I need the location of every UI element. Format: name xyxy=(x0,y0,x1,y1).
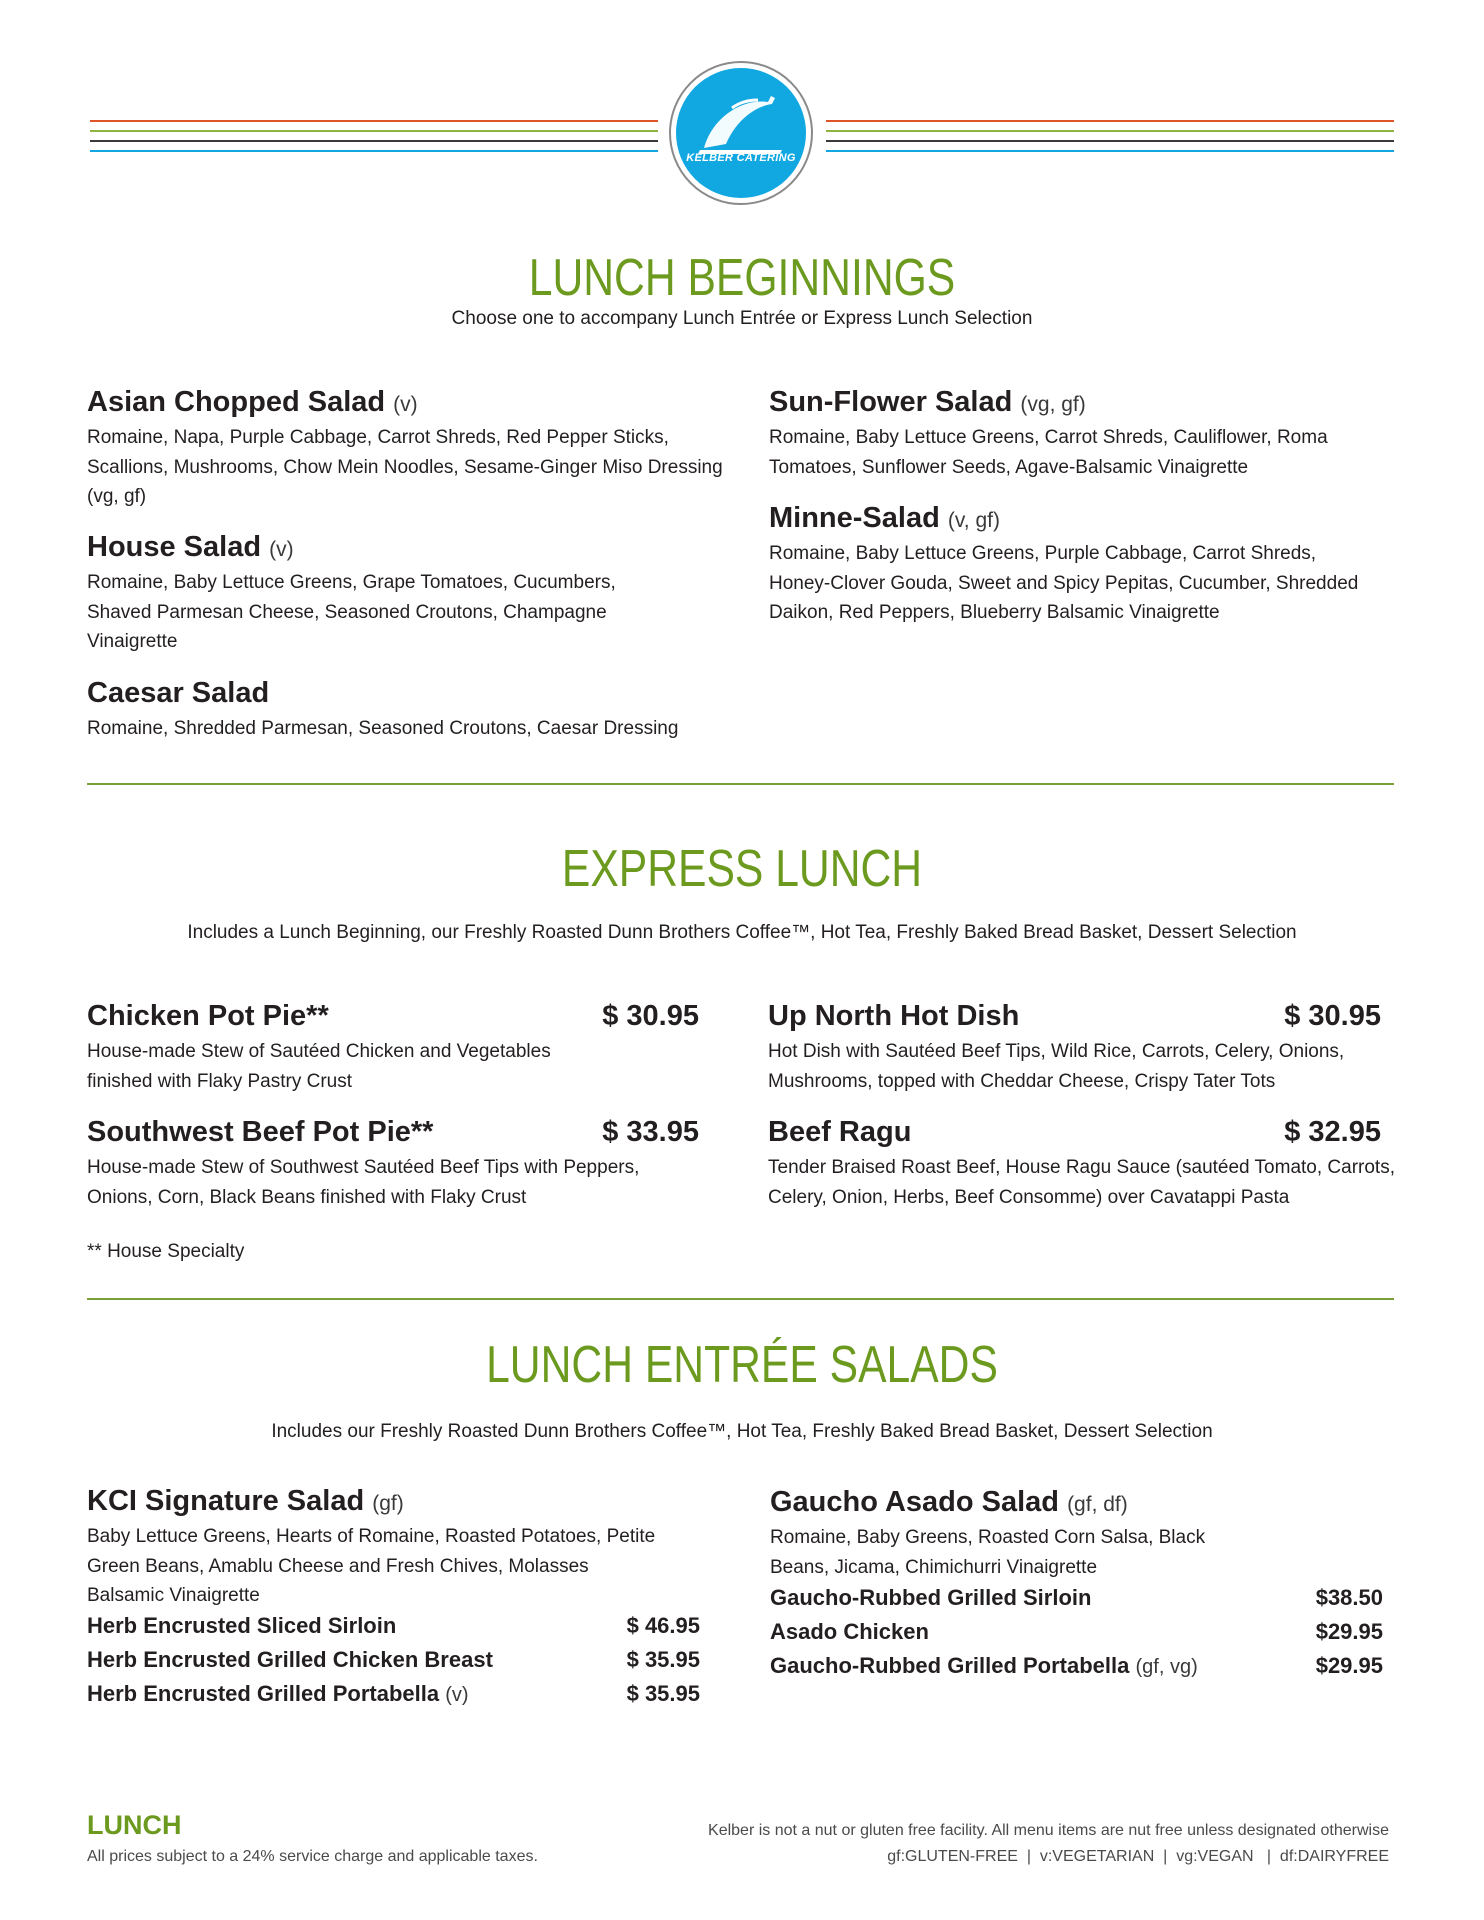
item-name xyxy=(769,386,1086,419)
item-description: Romaine, Shredded Parmesan, Seasoned Croutons, Caesar Dressing xyxy=(87,718,679,739)
facility-note: Kelber is not a nut or gluten free facility. All menu items are nut free unless designated otherwise xyxy=(708,1822,1389,1839)
protein-option xyxy=(770,1653,1198,1679)
header-stripe-left-green xyxy=(90,130,658,132)
item-name: Southwest Beef Pot Pie** xyxy=(87,1116,434,1148)
option-name-text: Gaucho-Rubbed Grilled Portabella xyxy=(770,1653,1130,1678)
item-description: House-made Stew of Southwest Sautéed Beef Tips with Peppers, Onions, Corn, Black Beans finished with Flaky Crust xyxy=(87,1157,640,1208)
item-name xyxy=(87,1485,404,1518)
diet-tag: (v) xyxy=(269,538,294,561)
option-price: $ 46.95 xyxy=(626,1613,700,1638)
item-name xyxy=(770,1486,1128,1519)
protein-option xyxy=(87,1681,469,1707)
option-price: $ 35.95 xyxy=(626,1647,700,1672)
kelber-logo xyxy=(669,61,813,205)
header-stripe-right-orange xyxy=(826,120,1394,122)
beginnings-title: LUNCH BEGINNINGS xyxy=(528,249,956,307)
diet-tag: (vg, gf) xyxy=(1020,393,1086,416)
header-stripe-right-green xyxy=(826,130,1394,132)
item-price: $ 33.95 xyxy=(602,1116,699,1148)
option-price: $38.50 xyxy=(1315,1585,1383,1610)
protein-option: Herb Encrusted Grilled Chicken Breast xyxy=(87,1647,493,1672)
item-name-text: House Salad xyxy=(87,531,262,563)
item-description: House-made Stew of Sautéed Chicken and Vegetables finished with Flaky Pastry Crust xyxy=(87,1041,551,1092)
header-stripe-left-blue xyxy=(90,150,658,152)
item-name-text: Sun-Flower Salad xyxy=(769,386,1013,418)
section-divider xyxy=(87,783,1394,785)
entree-subtitle: Includes our Freshly Roasted Dunn Brothers Coffee™, Hot Tea, Freshly Baked Bread Basket, Dessert Selection xyxy=(271,1421,1213,1442)
protein-option: Asado Chicken xyxy=(770,1619,929,1644)
cloche-icon xyxy=(676,68,806,198)
option-price: $ 35.95 xyxy=(626,1681,700,1706)
beginnings-subtitle: Choose one to accompany Lunch Entrée or Express Lunch Selection xyxy=(451,308,1033,329)
option-price: $29.95 xyxy=(1315,1653,1383,1678)
item-description: Romaine, Baby Greens, Roasted Corn Salsa, Black Beans, Jicama, Chimichurri Vinaigrette xyxy=(770,1527,1206,1578)
express-subtitle: Includes a Lunch Beginning, our Freshly Roasted Dunn Brothers Coffee™, Hot Tea, Freshly Baked Bread Basket, Dessert Selection xyxy=(187,922,1297,943)
header-stripe-right-dark xyxy=(826,140,1394,142)
diet-tag: (gf, df) xyxy=(1067,1493,1128,1516)
diet-tag: (v) xyxy=(445,1684,469,1706)
item-description: Tender Braised Roast Beef, House Ragu Sauce (sautéed Tomato, Carrots, Celery, Onion, Herbs, Beef Consomme) over Cavatappi Pasta xyxy=(768,1157,1395,1208)
header-stripe-left-orange xyxy=(90,120,658,122)
item-price: $ 30.95 xyxy=(602,1000,699,1032)
express-title: EXPRESS LUNCH xyxy=(561,840,923,898)
footer-label: LUNCH xyxy=(87,1810,182,1840)
option-price: $29.95 xyxy=(1315,1619,1383,1644)
logo-text: KELBER CATERING xyxy=(686,152,796,164)
item-description: Romaine, Napa, Purple Cabbage, Carrot Shreds, Red Pepper Sticks, Scallions, Mushrooms, Chow Mein Noodles, Sesame-Ginger Miso Dressing (vg, gf) xyxy=(87,427,723,507)
option-name-text: Herb Encrusted Grilled Portabella xyxy=(87,1681,440,1706)
item-description: Romaine, Baby Lettuce Greens, Purple Cabbage, Carrot Shreds, Honey-Clover Gouda, Sweet and Spicy Pepitas, Cucumber, Shredded Daikon, Red Peppers, Blueberry Balsamic Vinaigrette xyxy=(769,543,1359,623)
item-name xyxy=(87,531,294,564)
item-name-text: Asian Chopped Salad xyxy=(87,386,386,418)
item-name-text: Caesar Salad xyxy=(87,677,270,709)
item-name: Beef Ragu xyxy=(768,1116,912,1148)
item-price: $ 30.95 xyxy=(1284,1000,1381,1032)
item-name xyxy=(769,502,1000,535)
item-name-text: Minne-Salad xyxy=(769,502,940,534)
diet-tag: (v) xyxy=(393,393,418,416)
item-name xyxy=(87,677,269,710)
item-description: Romaine, Baby Lettuce Greens, Carrot Shreds, Cauliflower, Roma Tomatoes, Sunflower Seeds, Agave-Balsamic Vinaigrette xyxy=(769,427,1328,478)
item-name: Chicken Pot Pie** xyxy=(87,1000,329,1032)
logo-badge xyxy=(676,68,806,198)
item-description: Romaine, Baby Lettuce Greens, Grape Tomatoes, Cucumbers, Shaved Parmesan Cheese, Seasoned Croutons, Champagne Vinaigrette xyxy=(87,572,616,652)
item-price: $ 32.95 xyxy=(1284,1116,1381,1148)
house-specialty-note: ** House Specialty xyxy=(87,1241,245,1262)
protein-option: Gaucho-Rubbed Grilled Sirloin xyxy=(770,1585,1092,1610)
pricing-note: All prices subject to a 24% service charge and applicable taxes. xyxy=(87,1848,538,1865)
item-description: Baby Lettuce Greens, Hearts of Romaine, Roasted Potatoes, Petite Green Beans, Amablu Cheese and Fresh Chives, Molasses Balsamic Vinaigrette xyxy=(87,1526,656,1606)
item-name-text: Gaucho Asado Salad xyxy=(770,1486,1059,1518)
diet-tag: (gf, vg) xyxy=(1135,1656,1198,1678)
header-stripe-right-blue xyxy=(826,150,1394,152)
protein-option: Herb Encrusted Sliced Sirloin xyxy=(87,1613,397,1638)
item-description: Hot Dish with Sautéed Beef Tips, Wild Rice, Carrots, Celery, Onions, Mushrooms, topped with Cheddar Cheese, Crispy Tater Tots xyxy=(768,1041,1345,1092)
section-divider xyxy=(87,1298,1394,1300)
header-stripe-left-dark xyxy=(90,140,658,142)
item-name: Up North Hot Dish xyxy=(768,1000,1020,1032)
item-name-text: KCI Signature Salad xyxy=(87,1485,365,1517)
diet-legend: gf:GLUTEN-FREE | v:VEGETARIAN | vg:VEGAN | df:DAIRYFREE xyxy=(887,1848,1389,1865)
diet-tag: (v, gf) xyxy=(947,509,1000,532)
item-name xyxy=(87,386,418,419)
diet-tag: (gf) xyxy=(372,1492,404,1515)
entree-title: LUNCH ENTRÉE SALADS xyxy=(486,1336,998,1394)
